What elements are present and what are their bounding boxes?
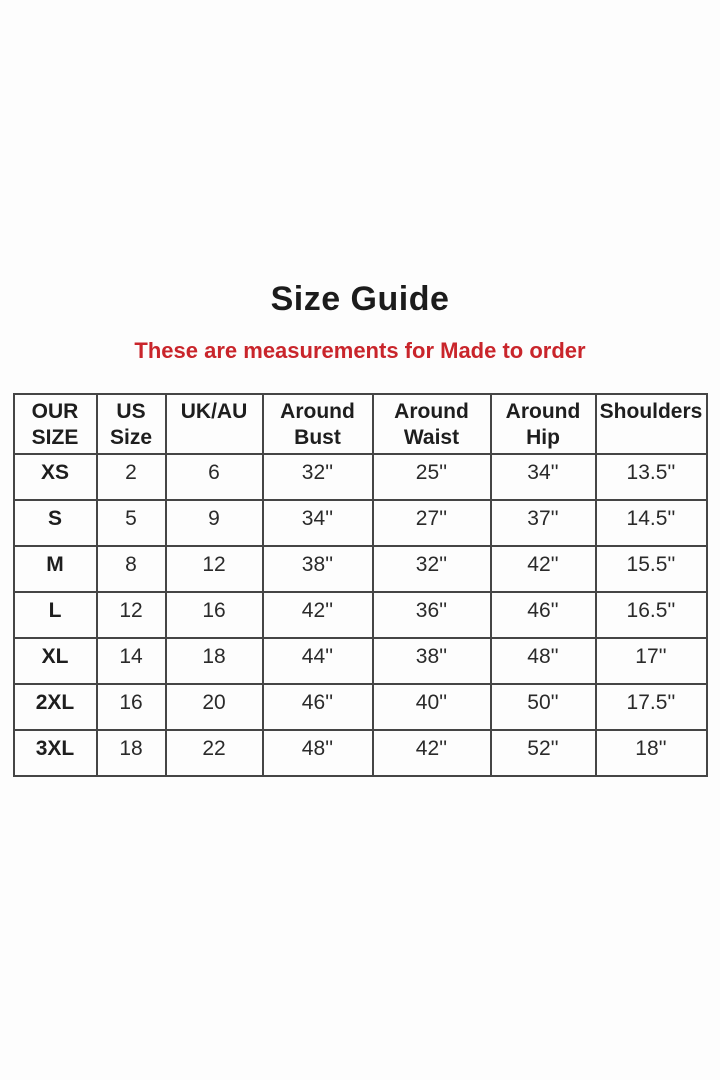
cell-us: 2 — [97, 454, 166, 500]
cell-size: 3XL — [14, 730, 97, 776]
header-line: Around — [280, 400, 355, 423]
cell-us: 5 — [97, 500, 166, 546]
header-line: Around — [394, 400, 469, 423]
header-line: Waist — [403, 426, 460, 449]
header-row — [14, 394, 707, 454]
cell-bust: 46'' — [263, 684, 373, 730]
header-line: US — [116, 400, 146, 423]
table-row-xl — [14, 638, 707, 684]
cell-bust: 38'' — [263, 546, 373, 592]
header-cell-around-waist — [373, 394, 491, 454]
cell-bust: 44'' — [263, 638, 373, 684]
cell-hip: 48'' — [491, 638, 596, 684]
cell-waist: 25'' — [373, 454, 491, 500]
table-body — [14, 454, 707, 776]
made-to-order-note: These are measurements for Made to order — [134, 338, 586, 363]
table-row-xs — [14, 454, 707, 500]
cell-waist: 32'' — [373, 546, 491, 592]
cell-waist: 38'' — [373, 638, 491, 684]
cell-us: 18 — [97, 730, 166, 776]
cell-bust: 48'' — [263, 730, 373, 776]
header-line: Hip — [526, 426, 560, 449]
cell-bust: 42'' — [263, 592, 373, 638]
cell-size: L — [14, 592, 97, 638]
header-line: UK/AU — [180, 400, 248, 423]
cell-hip: 42'' — [491, 546, 596, 592]
table-row-3xl — [14, 730, 707, 776]
header-line: Bust — [294, 426, 341, 449]
cell-size: M — [14, 546, 97, 592]
cell-waist: 40'' — [373, 684, 491, 730]
cell-ukau: 20 — [166, 684, 263, 730]
cell-ukau: 12 — [166, 546, 263, 592]
header-line: Size — [109, 426, 153, 449]
table-row-s — [14, 500, 707, 546]
cell-bust: 32'' — [263, 454, 373, 500]
cell-ukau: 22 — [166, 730, 263, 776]
size-guide-table — [13, 393, 708, 777]
cell-shoulders: 13.5'' — [596, 454, 707, 500]
header-line: Around — [505, 400, 581, 423]
cell-waist: 36'' — [373, 592, 491, 638]
cell-shoulders: 18'' — [596, 730, 707, 776]
cell-size: 2XL — [14, 684, 97, 730]
cell-shoulders: 17'' — [596, 638, 707, 684]
table-row-m — [14, 546, 707, 592]
table-row-l — [14, 592, 707, 638]
cell-size: XS — [14, 454, 97, 500]
cell-waist: 27'' — [373, 500, 491, 546]
cell-ukau: 16 — [166, 592, 263, 638]
table-row-2xl — [14, 684, 707, 730]
cell-shoulders: 17.5'' — [596, 684, 707, 730]
cell-shoulders: 14.5'' — [596, 500, 707, 546]
header-line: SIZE — [31, 426, 79, 449]
table-header — [14, 394, 707, 454]
header-cell-us-size — [97, 394, 166, 454]
header-cell-our-size — [14, 394, 97, 454]
cell-ukau: 9 — [166, 500, 263, 546]
cell-us: 14 — [97, 638, 166, 684]
cell-ukau: 18 — [166, 638, 263, 684]
header-line: Shoulders — [599, 400, 703, 423]
cell-shoulders: 15.5'' — [596, 546, 707, 592]
header-line: OUR — [31, 400, 79, 423]
cell-ukau: 6 — [166, 454, 263, 500]
header-cell-uk-au — [166, 394, 263, 454]
cell-waist: 42'' — [373, 730, 491, 776]
header-cell-around-bust — [263, 394, 373, 454]
cell-bust: 34'' — [263, 500, 373, 546]
cell-us: 12 — [97, 592, 166, 638]
cell-size: S — [14, 500, 97, 546]
header-cell-around-hip — [491, 394, 596, 454]
cell-us: 16 — [97, 684, 166, 730]
cell-hip: 46'' — [491, 592, 596, 638]
cell-hip: 37'' — [491, 500, 596, 546]
cell-hip: 52'' — [491, 730, 596, 776]
header-cell-shoulders — [596, 394, 707, 454]
cell-hip: 34'' — [491, 454, 596, 500]
cell-us: 8 — [97, 546, 166, 592]
cell-shoulders: 16.5'' — [596, 592, 707, 638]
cell-size: XL — [14, 638, 97, 684]
page-title: Size Guide — [270, 280, 450, 318]
cell-hip: 50'' — [491, 684, 596, 730]
